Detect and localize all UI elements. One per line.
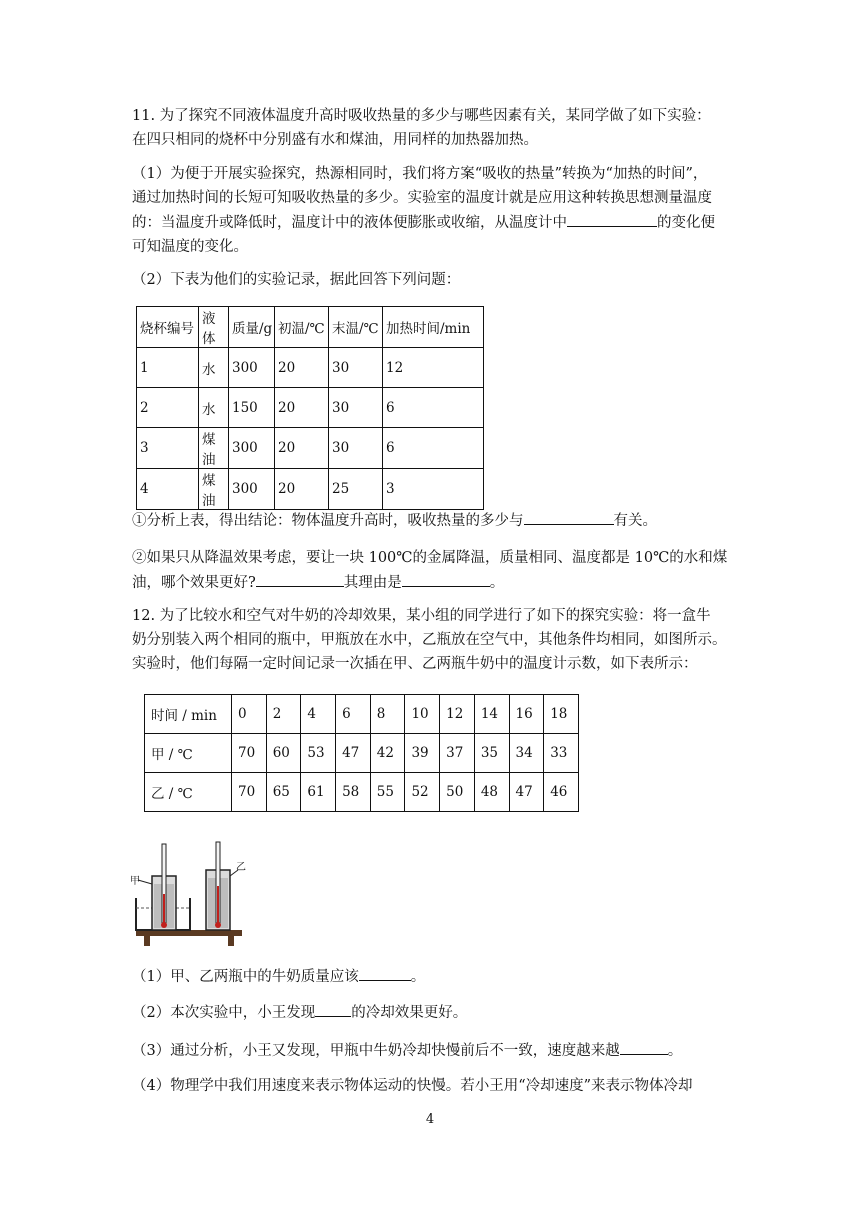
- q11-c1-end: 有关。: [613, 513, 657, 529]
- table-row: [137, 428, 484, 469]
- q11-c2-line1: ②如果只从降温效果考虑，要让一块 100℃的金属降温，质量相同、温度都是 10℃的水和煤: [132, 550, 728, 566]
- figure-label-jia: 甲: [130, 876, 140, 887]
- q11-intro-line2: 在四只相同的烧杯中分别盛有水和煤油，用同样的加热器加热。: [132, 132, 538, 148]
- answer-blank[interactable]: [402, 570, 490, 587]
- q11-part1-line4: 可知温度的变化。: [132, 239, 248, 255]
- table-cell: 20: [275, 428, 329, 469]
- table-cell: 18: [544, 695, 579, 734]
- table-cell: 20: [275, 348, 329, 388]
- figure-label-yi: 乙: [236, 862, 246, 873]
- table-cell: 60: [266, 734, 301, 773]
- table-cell: 150: [229, 388, 275, 428]
- q11-conclusion2: [132, 546, 732, 595]
- q11-data-table: [136, 306, 484, 510]
- table-cell: 8: [370, 695, 405, 734]
- answer-blank[interactable]: [256, 570, 344, 587]
- q12-sub4: （4）物理学中我们用速度来表示物体运动的快慢。若小王用“冷却速度”来表示物体冷却: [132, 1078, 693, 1094]
- table-cell: 2: [266, 695, 301, 734]
- table-cell: 33: [544, 734, 579, 773]
- q12-s2-end: 的冷却效果更好。: [351, 1005, 468, 1021]
- table-cell: 46: [544, 773, 579, 812]
- header-cell: 烧杯编号: [137, 307, 199, 348]
- table-cell: 300: [229, 428, 275, 469]
- table-cell: 煤油: [199, 469, 229, 510]
- q11-c1-text: ①分析上表，得出结论：物体温度升高时，吸收热量的多少与: [132, 513, 524, 529]
- table-cell: 52: [405, 773, 440, 812]
- table-cell: 煤油: [199, 428, 229, 469]
- table-cell: 25: [329, 469, 383, 510]
- table-row: [137, 348, 484, 388]
- table-leg-left: [144, 936, 150, 946]
- table-cell: 12: [440, 695, 475, 734]
- header-cell: 末温/℃: [329, 307, 383, 348]
- table-cell: 300: [229, 348, 275, 388]
- q12-intro: [132, 604, 732, 676]
- table-cell: 39: [405, 734, 440, 773]
- table-cell: 70: [232, 773, 267, 812]
- answer-blank[interactable]: [315, 1000, 351, 1017]
- q11-c2-end: 。: [489, 575, 505, 591]
- label-pointer-jia: [138, 880, 152, 884]
- page-number: 4: [425, 1112, 435, 1127]
- table-cell: 3: [383, 469, 484, 510]
- q11-intro: [132, 104, 732, 152]
- header-cell: 初温/℃: [275, 307, 329, 348]
- table-cell: 34: [509, 734, 544, 773]
- table-row: [145, 734, 579, 773]
- table-row: [145, 695, 579, 734]
- q11-part1-line3-end: 的变化便: [657, 215, 715, 231]
- q11-part2: （2）下表为他们的实验记录，据此回答下列问题：: [132, 272, 461, 288]
- q11-c2-reason-label: 其理由是: [343, 575, 402, 591]
- header-cell: 加热时间/min: [383, 307, 484, 348]
- table-cell: 37: [440, 734, 475, 773]
- table-cell: 水: [199, 348, 229, 388]
- q12-s1-text: （1）甲、乙两瓶中的牛奶质量应该: [132, 969, 359, 985]
- answer-blank[interactable]: [359, 964, 411, 981]
- table-header-row: [137, 307, 484, 348]
- table-cell: 20: [275, 469, 329, 510]
- q11-c2-line2: 油，哪个效果更好?: [132, 575, 256, 591]
- header-cell: 液体: [199, 307, 229, 348]
- q12-intro-line3: 实验时，他们每隔一定时间记录一次插在甲、乙两瓶牛奶中的温度计示数，如下表所示：: [132, 656, 698, 672]
- q11-part1-line3: 的：当温度升或降低时，温度计中的液体便膨胀或收缩，从温度计中: [132, 215, 567, 231]
- answer-blank[interactable]: [524, 508, 614, 525]
- q12-temperature-table: [144, 694, 579, 812]
- answer-blank[interactable]: [567, 210, 657, 227]
- table-cell: 30: [329, 428, 383, 469]
- table-cell: 20: [275, 388, 329, 428]
- table-cell: 47: [336, 734, 371, 773]
- table-cell: 乙 / ℃: [145, 773, 232, 812]
- thermometer-jia-bulb: [161, 922, 167, 928]
- table-cell: 时间 / min: [145, 695, 232, 734]
- q11-intro-line1: 11. 为了探究不同液体温度升高时吸收热量的多少与哪些因素有关，某同学做了如下实验：: [132, 108, 711, 124]
- experiment-figure: [130, 840, 250, 948]
- table-cell: 0: [232, 695, 267, 734]
- table-leg-right: [228, 936, 234, 946]
- table-cell: 50: [440, 773, 475, 812]
- table-cell: 47: [509, 773, 544, 812]
- table-cell: 甲 / ℃: [145, 734, 232, 773]
- table-cell: 6: [383, 388, 484, 428]
- table-cell: 65: [266, 773, 301, 812]
- q12-s3-text: （3）通过分析，小王又发现，甲瓶中牛奶冷却快慢前后不一致，速度越来越: [132, 1043, 620, 1059]
- table-cell: 4: [301, 695, 336, 734]
- table-cell: 30: [329, 348, 383, 388]
- q11-conclusion1: [132, 508, 732, 533]
- table-cell: 10: [405, 695, 440, 734]
- table-cell: 12: [383, 348, 484, 388]
- q12-intro-line1: 12. 为了比较水和空气对牛奶的冷却效果，某小组的同学进行了如下的探究实验：将一盒牛: [132, 608, 711, 624]
- q11-part1-line2: 通过加热时间的长短可知吸收热量的多少。实验室的温度计就是应用这种转换思想测量温度: [132, 190, 712, 206]
- thermometer-yi-bulb: [215, 922, 221, 928]
- table-row: [137, 388, 484, 428]
- table-cell: 14: [474, 695, 509, 734]
- table-cell: 4: [137, 469, 199, 510]
- table-cell: 48: [474, 773, 509, 812]
- table-cell: 1: [137, 348, 199, 388]
- table-cell: 61: [301, 773, 336, 812]
- q11-part1-line1: （1）为便于开展实验探究，热源相同时，我们将方案“吸收的热量”转换为“加热的时间”，: [132, 166, 708, 182]
- table-cell: 42: [370, 734, 405, 773]
- thermometer-yi-liquid: [217, 886, 219, 924]
- table-cell: 水: [199, 388, 229, 428]
- table-cell: 6: [383, 428, 484, 469]
- q12-s3-end: 。: [667, 1043, 683, 1059]
- q12-sub3: [132, 1038, 732, 1063]
- thermometer-jia-liquid: [163, 894, 165, 924]
- table-cell: 6: [336, 695, 371, 734]
- table-row: [145, 773, 579, 812]
- q12-s1-end: 。: [410, 969, 426, 985]
- table-cell: 2: [137, 388, 199, 428]
- answer-blank[interactable]: [620, 1038, 668, 1055]
- table-cell: 30: [329, 388, 383, 428]
- header-cell: 质量/g: [229, 307, 275, 348]
- q12-sub1: [132, 964, 732, 989]
- q12-s2-text: （2）本次实验中，小王发现: [132, 1005, 316, 1021]
- table-cell: 70: [232, 734, 267, 773]
- q11-part1: [132, 162, 732, 259]
- q12-intro-line2: 奶分别装入两个相同的瓶中，甲瓶放在水中，乙瓶放在空气中，其他条件均相同，如图所示。: [132, 632, 727, 648]
- table-cell: 35: [474, 734, 509, 773]
- table-cell: 58: [336, 773, 371, 812]
- table-cell: 300: [229, 469, 275, 510]
- table-cell: 55: [370, 773, 405, 812]
- table-cell: 3: [137, 428, 199, 469]
- table-cell: 16: [509, 695, 544, 734]
- table-cell: 53: [301, 734, 336, 773]
- table-row: [137, 469, 484, 510]
- q12-sub2: [132, 1000, 732, 1025]
